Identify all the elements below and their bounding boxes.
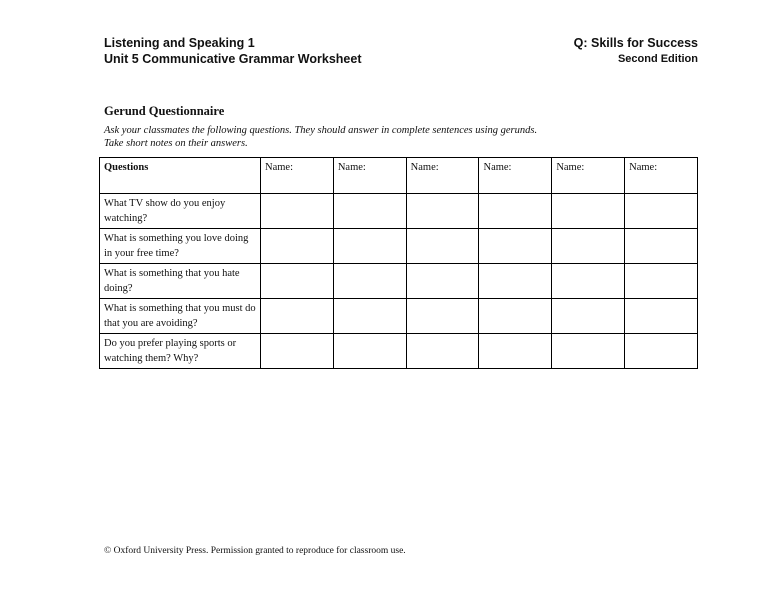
name-header: Name: <box>406 158 479 194</box>
answer-cell[interactable] <box>625 299 698 334</box>
table-row <box>100 194 698 229</box>
header-right <box>574 35 698 67</box>
answer-cell[interactable] <box>479 229 552 264</box>
section-title: Gerund Questionnaire <box>104 104 225 118</box>
answer-cell[interactable] <box>479 334 552 369</box>
answer-cell[interactable] <box>625 264 698 299</box>
answer-cell[interactable] <box>552 334 625 369</box>
answer-cell[interactable] <box>333 229 406 264</box>
answer-cell[interactable] <box>333 264 406 299</box>
answer-cell[interactable] <box>625 334 698 369</box>
series-title: Q: Skills for Success <box>573 36 698 50</box>
table-row <box>100 264 698 299</box>
course-title: Listening and Speaking 1 <box>104 36 255 50</box>
answer-cell[interactable] <box>261 299 334 334</box>
answer-cell[interactable] <box>333 299 406 334</box>
copyright-footer: © Oxford University Press. Permission granted to reproduce for classroom use. <box>104 546 406 556</box>
answer-cell[interactable] <box>406 194 479 229</box>
questions-header: Questions <box>100 158 261 194</box>
answer-cell[interactable] <box>479 299 552 334</box>
name-header: Name: <box>625 158 698 194</box>
question-cell: What is something you love doing in your free time? <box>100 229 261 264</box>
name-header: Name: <box>552 158 625 194</box>
answer-cell[interactable] <box>625 194 698 229</box>
table-row <box>100 334 698 369</box>
answer-cell[interactable] <box>261 264 334 299</box>
answer-cell[interactable] <box>479 194 552 229</box>
instructions-line-2: Take short notes on their answers. <box>104 138 248 149</box>
answer-cell[interactable] <box>406 334 479 369</box>
instructions-line-1: Ask your classmates the following questions. They should answer in complete sentences using gerunds. <box>104 125 538 136</box>
answer-cell[interactable] <box>406 299 479 334</box>
answer-cell[interactable] <box>552 299 625 334</box>
answer-cell[interactable] <box>406 264 479 299</box>
answer-cell[interactable] <box>552 264 625 299</box>
question-cell: Do you prefer playing sports or watching them? Why? <box>100 334 261 369</box>
answer-cell[interactable] <box>261 229 334 264</box>
name-header: Name: <box>479 158 552 194</box>
question-cell: What TV show do you enjoy watching? <box>100 194 261 229</box>
table-row <box>100 229 698 264</box>
edition-label: Second Edition <box>617 53 698 65</box>
answer-cell[interactable] <box>552 194 625 229</box>
question-cell: What is something that you hate doing? <box>100 264 261 299</box>
answer-cell[interactable] <box>333 334 406 369</box>
worksheet-title: Unit 5 Communicative Grammar Worksheet <box>104 52 362 66</box>
answer-cell[interactable] <box>479 264 552 299</box>
questionnaire-table <box>99 157 698 369</box>
header-left <box>104 35 361 67</box>
question-cell: What is something that you must do that you are avoiding? <box>100 299 261 334</box>
instructions <box>104 124 537 150</box>
name-header: Name: <box>261 158 334 194</box>
table-row <box>100 299 698 334</box>
answer-cell[interactable] <box>406 229 479 264</box>
answer-cell[interactable] <box>625 229 698 264</box>
name-header: Name: <box>333 158 406 194</box>
table-header-row <box>100 158 698 194</box>
answer-cell[interactable] <box>333 194 406 229</box>
answer-cell[interactable] <box>552 229 625 264</box>
answer-cell[interactable] <box>261 194 334 229</box>
answer-cell[interactable] <box>261 334 334 369</box>
